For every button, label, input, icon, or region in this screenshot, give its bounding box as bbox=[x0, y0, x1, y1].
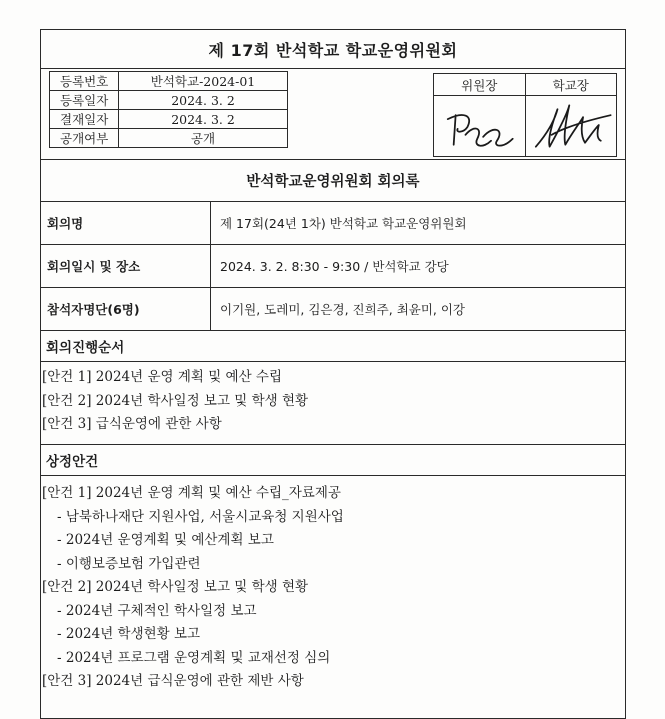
attendees-row bbox=[41, 288, 625, 331]
agenda-items-list bbox=[41, 482, 625, 694]
agenda-items-heading: 상정안건 bbox=[41, 445, 625, 476]
meeting-datetime-label: 회의일시 및 장소 bbox=[41, 245, 211, 287]
minutes-title: 반석학교운영위원회 회의록 bbox=[41, 159, 625, 202]
principal-signature-image bbox=[526, 95, 617, 157]
principal-label: 학교장 bbox=[526, 74, 617, 96]
chair-label: 위원장 bbox=[434, 74, 525, 96]
meeting-name-row bbox=[41, 202, 625, 245]
agenda-item-line: - 남북하나재단 지원사업, 서울시교육청 지원사업 bbox=[57, 508, 344, 525]
agenda-item-line: - 2024년 프로그램 운영계획 및 교재선정 심의 bbox=[57, 649, 331, 666]
meeting-datetime-value: 2024. 3. 2. 8:30 - 9:30 / 반석학교 강당 bbox=[220, 259, 449, 274]
registration-value: 공개 bbox=[119, 129, 288, 148]
agenda-order-item: [안건 3] 급식운영에 관한 사항 bbox=[42, 416, 222, 432]
agenda-item-line: - 2024년 학생현황 보고 bbox=[57, 626, 201, 642]
agenda-item-line: [안건 1] 2024년 운영 계획 및 예산 수립_자료제공 bbox=[42, 485, 341, 501]
registration-key: 결재일자 bbox=[50, 110, 119, 129]
agenda-item-line: - 2024년 운영계획 및 예산계획 보고 bbox=[57, 532, 274, 548]
chair-signature-image bbox=[434, 95, 525, 157]
registration-row bbox=[50, 91, 288, 110]
registration-row bbox=[50, 110, 288, 129]
principal-approval bbox=[525, 74, 617, 156]
registration-row bbox=[50, 72, 288, 91]
agenda-item-line: - 2024년 구체적인 학사일정 보고 bbox=[57, 602, 257, 619]
meeting-name-value: 제 17회(24년 1차) 반석학교 학교운영위원회 bbox=[220, 216, 467, 231]
agenda-order-list bbox=[41, 366, 625, 445]
registration-value: 2024. 3. 2 bbox=[119, 91, 288, 110]
agenda-order-heading: 회의진행순서 bbox=[41, 331, 625, 362]
agenda-item-line: [안건 2] 2024년 학사일정 보고 및 학생 현황 bbox=[42, 579, 309, 595]
agenda-order-item: [안건 2] 2024년 학사일정 보고 및 학생 현황 bbox=[42, 392, 309, 409]
registration-value: 반석학교-2024-01 bbox=[119, 72, 288, 91]
agenda-order-item: [안건 1] 2024년 운영 계획 및 예산 수립 bbox=[42, 369, 283, 385]
document-frame bbox=[40, 29, 626, 719]
approval-box bbox=[433, 73, 617, 157]
registration-table bbox=[49, 71, 288, 148]
registration-row bbox=[50, 129, 288, 148]
agenda-item-line: - 이행보증보험 가입관련 bbox=[57, 555, 201, 572]
registration-key: 공개여부 bbox=[50, 129, 119, 148]
meeting-datetime-row bbox=[41, 245, 625, 288]
document-title: 제 17회 반석학교 학교운영위원회 bbox=[41, 30, 625, 69]
registration-key: 등록일자 bbox=[50, 91, 119, 110]
attendees-label: 참석자명단(6명) bbox=[41, 288, 211, 330]
chair-approval bbox=[434, 74, 525, 156]
registration-key: 등록번호 bbox=[50, 72, 119, 91]
meeting-name-label: 회의명 bbox=[41, 202, 211, 244]
attendees-value: 이기원, 도레미, 김은경, 진희주, 최윤미, 이강 bbox=[220, 302, 466, 317]
agenda-item-line: [안건 3] 2024년 급식운영에 관한 제반 사항 bbox=[42, 673, 304, 689]
registration-value: 2024. 3. 2 bbox=[119, 110, 288, 129]
